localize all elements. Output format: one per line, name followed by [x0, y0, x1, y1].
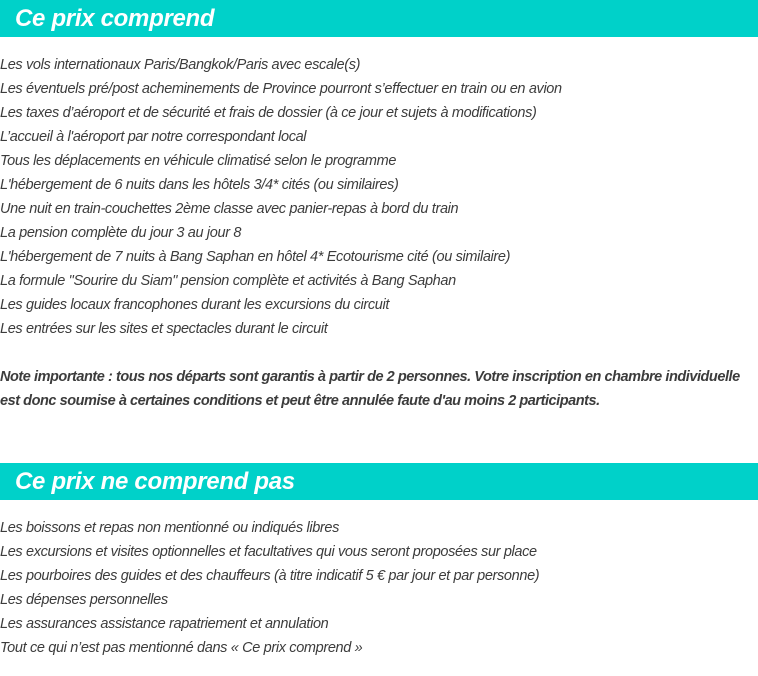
list-item: La formule "Sourire du Siam" pension complète et activités à Bang Saphan — [0, 273, 456, 289]
list-item: Les pourboires des guides et des chauffeurs (à titre indicatif 5 € par jour et par personne) — [0, 568, 540, 584]
excluded-list — [0, 516, 539, 660]
important-note: Note importante : tous nos départs sont garantis à partir de 2 personnes. Votre inscription en chambre individuelle est donc soumise à certaines conditions et peut être annulée faute d'au moins 2 participants. — [0, 369, 740, 409]
section-header-excluded — [0, 463, 758, 500]
list-item: L’accueil à l'aéroport par notre correspondant local — [0, 129, 307, 145]
list-item: Les dépenses personnelles — [0, 592, 168, 608]
list-item: Les vols internationaux Paris/Bangkok/Paris avec escale(s) — [0, 57, 361, 73]
list-item: Une nuit en train-couchettes 2ème classe avec panier-repas à bord du train — [0, 201, 459, 217]
list-item: L'hébergement de 6 nuits dans les hôtels 3/4* cités (ou similaires) — [0, 177, 399, 193]
section-header-included — [0, 0, 758, 37]
list-item: Les boissons et repas non mentionné ou indiqués libres — [0, 520, 339, 536]
list-item: Les éventuels pré/post acheminements de Province pourront s’effectuer en train ou en avion — [0, 81, 562, 97]
list-item: La pension complète du jour 3 au jour 8 — [0, 225, 242, 241]
list-item: Tout ce qui n’est pas mentionné dans « Ce prix comprend » — [0, 640, 363, 656]
list-item: Les entrées sur les sites et spectacles durant le circuit — [0, 321, 328, 337]
list-item: Les excursions et visites optionnelles et facultatives qui vous seront proposées sur place — [0, 544, 537, 560]
list-item: Les guides locaux francophones durant les excursions du circuit — [0, 297, 390, 313]
section-title-excluded: Ce prix ne comprend pas — [15, 468, 295, 495]
included-list — [0, 53, 562, 341]
list-item: Tous les déplacements en véhicule climatisé selon le programme — [0, 153, 397, 169]
section-title-included: Ce prix comprend — [15, 5, 215, 32]
list-item: L'hébergement de 7 nuits à Bang Saphan en hôtel 4* Ecotourisme cité (ou similaire) — [0, 249, 511, 265]
list-item: Les assurances assistance rapatriement et annulation — [0, 616, 329, 632]
list-item: Les taxes d’aéroport et de sécurité et frais de dossier (à ce jour et sujets à modifications) — [0, 105, 537, 121]
